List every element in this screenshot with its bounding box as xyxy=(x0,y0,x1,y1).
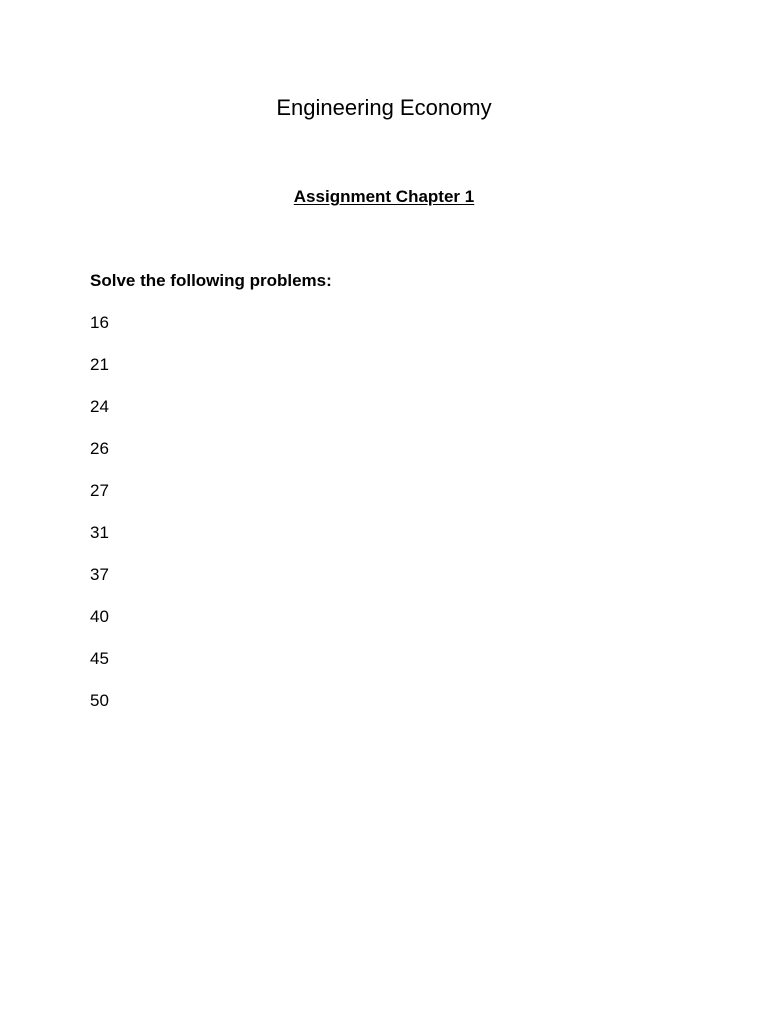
document-title: Engineering Economy xyxy=(276,95,492,120)
problem-number: 16 xyxy=(90,313,109,332)
instructions-text: Solve the following problems: xyxy=(90,271,332,290)
problem-number: 40 xyxy=(90,607,109,626)
problem-list xyxy=(90,312,109,732)
problem-number: 37 xyxy=(90,565,109,584)
problem-number: 50 xyxy=(90,691,109,710)
problem-number: 31 xyxy=(90,523,109,542)
problem-number: 45 xyxy=(90,649,109,668)
assignment-heading: Assignment Chapter 1 xyxy=(293,187,475,206)
problem-number: 24 xyxy=(90,397,109,416)
problem-number: 27 xyxy=(90,481,109,500)
problem-number: 21 xyxy=(90,355,109,374)
problem-number: 26 xyxy=(90,439,109,458)
